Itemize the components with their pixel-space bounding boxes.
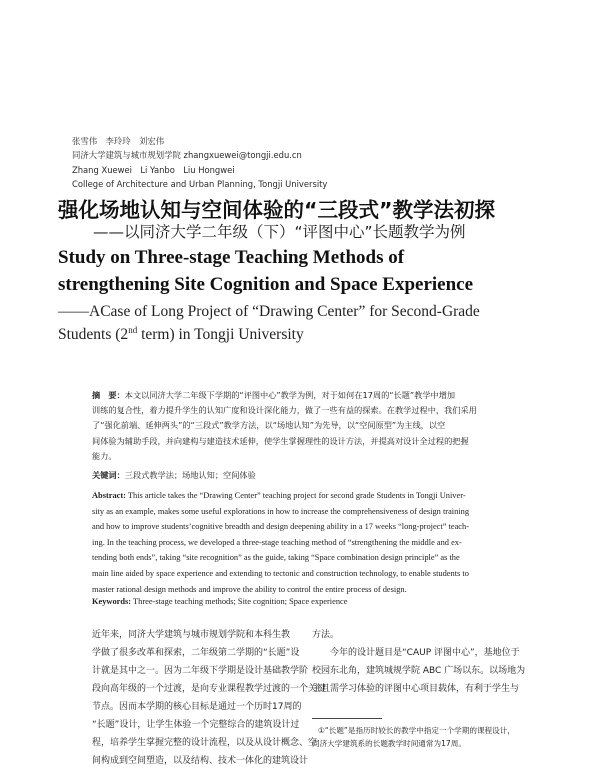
subtitle-en-line2-post: term) in Tongji University [137, 326, 304, 343]
abstract-zh [92, 388, 547, 464]
body-line: 方法。 [312, 630, 340, 640]
body-line: 近年来，同济大学建筑与城市规划学院和本科生教 [92, 630, 291, 640]
body-line: 段向高年级的一个过渡，是向专业课程教学过渡的一个关键 [92, 684, 327, 694]
paper-subtitle-en [58, 300, 480, 346]
abstract-en-line: sity as an example, makes some useful explorations in how to increase the comprehensiveness of design training [92, 506, 470, 516]
abstract-zh-text: 本文以同济大学二年级下学期的“评图中心”教学为例，对于如何在17周的“长题”教学中增加 [124, 390, 456, 400]
footnote-line: ①“长题”是指历时较长的教学中指定一个学期的课程设计， [318, 726, 515, 735]
author-affiliation-zh-line [72, 148, 327, 162]
paper-title-zh: 强化场地认知与空间体验的“三段式”教学法初探 [58, 198, 495, 222]
body-line: 节点。因而本学期的核心目标是通过一个历时17周的 [92, 702, 302, 712]
abstract-zh-line [92, 388, 547, 403]
abstract-en-line: tending both ends”, taking “site recognition” as the guide, taking “Space combination design principle” as the [92, 553, 460, 563]
abstract-en-line: main line aided by space experience and extending to tectonic and construction technology, to enable students to [92, 568, 469, 578]
paper-subtitle-zh: ——以同济大学二年级（下）“评图中心”长题教学为例 [93, 223, 466, 241]
body-line: 间构成到空间塑造，以及结构、技术一体化的建筑设计 [92, 756, 309, 766]
paper-title-en-line1: Study on Three-stage Teaching Methods of [58, 247, 405, 268]
keywords-en-label: Keywords: [92, 597, 132, 606]
abstract-en-label: Abstract: [92, 491, 126, 500]
body-line: “长题”设计，让学生体验一个完整综合的建筑设计过 [92, 720, 300, 730]
body-column-right [312, 626, 525, 698]
keywords-zh-text: 三段式教学法；场地认知；空间体验 [124, 470, 256, 480]
author-email[interactable]: zhangxuewei@tongji.edu.cn [183, 150, 302, 161]
abstract-zh-line: 间体验为辅助手段，并向建构与建造技术延伸，使学生掌握理性的设计方法，并提高对设计全过程的把握 [92, 435, 469, 446]
paper-title-en [58, 244, 473, 298]
abstract-en-line [92, 488, 552, 504]
body-line: 程，培养学生掌握完整的设计流程，以及从设计概念、空 [92, 738, 318, 748]
body-column-left [92, 626, 326, 770]
body-line: 学做了很多改革和探索，二年级第二学期的“长题”设 [92, 648, 300, 658]
keywords-zh [92, 470, 256, 481]
keywords-en-text: Three-stage teaching methods; Site cognition; Space experience [133, 597, 348, 606]
abstract-zh-label: 摘 要： [92, 390, 125, 400]
abstract-zh-line: 训练的复合性，着力提升学生的认知广度和设计深化能力，做了一些有益的探索。在教学过程中，我们采用 [92, 405, 477, 416]
abstract-zh-line: 能力。 [92, 450, 117, 461]
footnote-rule [312, 718, 382, 719]
body-line: 主且需学习体验的评图中心项目载体，有利于学生与 [312, 684, 520, 694]
keywords-en [92, 597, 347, 606]
author-affiliation-en: College of Architecture and Urban Planning, Tongji University [72, 179, 328, 190]
author-block [72, 134, 327, 192]
paper-subtitle-en-line2 [58, 323, 480, 346]
abstract-en-line: master rational design methods and improve the ability to control the entire process of design. [92, 584, 407, 594]
abstract-en [92, 488, 552, 597]
abstract-en-line: ing. In the teaching process, we developed a three-stage teaching method of “strengthening the middle and ex- [92, 537, 462, 547]
paper-title-en-line2: strengthening Site Cognition and Space Experience [58, 274, 474, 295]
author-names-zh: 张雪伟 李玲玲 刘宏伟 [72, 136, 165, 146]
body-line: 今年的设计题目是“CAUP 评图中心”，基地位于 [330, 648, 520, 658]
subtitle-en-line2-sup: nd [128, 324, 138, 335]
footnote-line: 同济大学建筑系的长题教学时间通常为17周。 [312, 739, 466, 748]
author-names-en: Zhang Xuewei Li Yanbo Liu Hongwei [72, 164, 235, 175]
body-line: 计就是其中之一。因为二年级下学期是设计基础教学阶 [92, 666, 309, 676]
abstract-zh-line: 了“强化前端、延伸两头”的“三段式”教学方法，以“场地认知”为先导，以“空间原型”为主线，以空 [92, 420, 446, 431]
abstract-en-text: This article takes the “Drawing Center” teaching project for second grade Students in Tongji Univer- [127, 491, 466, 500]
paper-subtitle-en-line1: ——ACase of Long Project of “Drawing Center” for Second-Grade [58, 303, 480, 320]
subtitle-en-line2-pre: Students (2 [58, 326, 129, 343]
body-line: 校园东北角，建筑城规学院 ABC 广场以东。以场地为 [312, 666, 526, 676]
footnote [312, 724, 515, 750]
keywords-zh-label: 关键词： [92, 470, 125, 480]
author-affiliation-zh: 同济大学建筑与城市规划学院 [72, 150, 181, 161]
abstract-en-line: and how to improve students’cognitive breadth and design deepening ability in a 17 weeks “long-project” teach- [92, 522, 469, 532]
